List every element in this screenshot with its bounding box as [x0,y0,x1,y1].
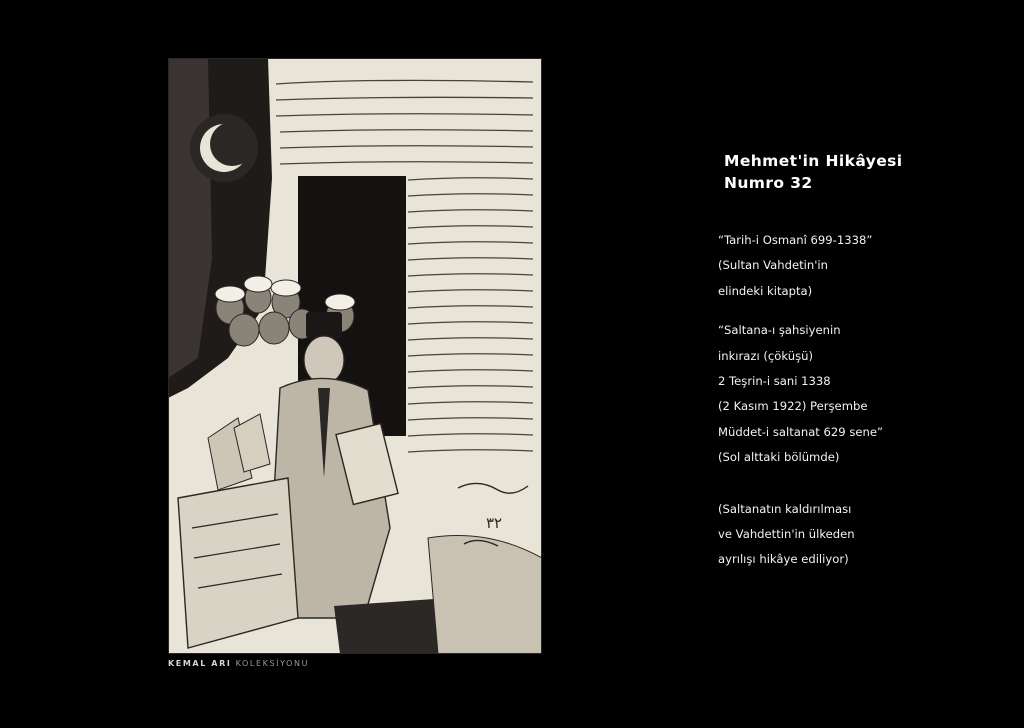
credit-name: KEMAL ARI [168,659,232,668]
description-block-1 [718,228,1008,304]
story-title [724,150,1008,194]
description-line: ayrılışı hikâye ediliyor) [718,552,849,567]
historical-caricature-illustration-icon [168,58,542,654]
description-line: “Saltana-ı şahsiyenin [718,323,841,338]
description-line: (Saltanatın kaldırılması [718,501,852,516]
story-title-line-2: Numro 32 [724,174,813,192]
description-line: (2 Kasım 1922) Perşembe [718,399,868,414]
credit-collection: KOLEKSİYONU [235,659,310,668]
description-line: “Tarih-i Osmanî 699-1338” [718,233,873,247]
collection-credit [168,659,309,668]
description-line: Müddet-i saltanat 629 sene” [718,424,884,439]
description-line: (Sol alttaki bölümde) [718,450,840,465]
story-title-line-1: Mehmet'in Hikâyesi [724,152,903,170]
description-line: ve Vahdettin'in ülkeden [718,527,855,542]
description-line: elindeki kitapta) [718,283,813,298]
description-block-2 [718,318,1008,470]
inscription-number: ٣٢ [486,514,503,532]
description-block-3 [718,497,1008,573]
description-line: 2 Teşrin-i sani 1338 [718,374,831,389]
description-line: (Sultan Vahdetin'in [718,258,828,273]
caricature-artwork [168,58,542,654]
description-panel [718,150,1008,573]
description-line: inkırazı (çöküşü) [718,348,813,363]
